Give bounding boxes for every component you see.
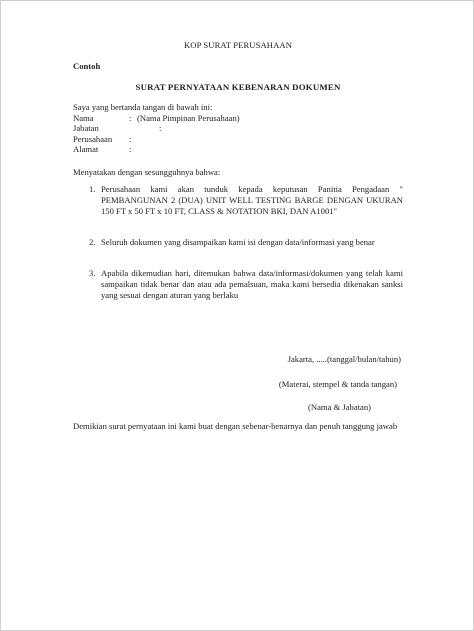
field-separator: :	[129, 144, 132, 154]
declaration-text: Menyatakan dengan sesungguhnya bahwa:	[73, 167, 221, 177]
item-number: 2.	[89, 237, 96, 247]
item-number: 1.	[89, 184, 96, 194]
field-label-perusahaan: Perusahaan	[73, 134, 113, 144]
closing-statement: Demikian surat pernyataan ini kami buat dengan sebenar-benarnya dan penuh tanggung jawab	[73, 421, 398, 431]
field-label-alamat: Alamat	[73, 144, 99, 154]
example-label: Contoh	[73, 61, 101, 71]
letterhead: KOP SURAT PERUSAHAAN	[183, 40, 292, 50]
field-label-nama: Nama	[73, 113, 94, 123]
place-date: Jakarta, .....(tanggal/bulan/tahun)	[287, 354, 401, 364]
field-value-nama: (Nama Pimpinan Perusahaan)	[137, 113, 240, 123]
intro-text: Saya yang bertanda tangan di bawah ini:	[73, 102, 213, 112]
list-item: Seluruh dokumen yang disampaikan kami isi dengan data/informasi yang benar	[101, 237, 375, 247]
signature-name: (Nama & Jabatan)	[308, 402, 371, 412]
field-separator: :	[129, 113, 132, 123]
list-item: Perusahaan kami akan tunduk kepada keputusan Panitia Pengadaan " PEMBANGUNAN 2 (DUA) UNIT WELL TESTING BARGE DENGAN UKURAN 150 FT x 50 FT x 10 FT, CLASS & NOTATION BKI, DAN A1001"	[101, 184, 403, 216]
field-separator: :	[129, 134, 132, 144]
field-separator: :	[159, 123, 162, 133]
field-label-jabatan: Jabatan	[73, 123, 99, 133]
document-title: SURAT PERNYATAAN KEBENARAN DOKUMEN	[135, 82, 341, 92]
item-number: 3.	[89, 268, 96, 278]
signature-stamp: (Materai, stempel & tanda tangan)	[278, 379, 397, 389]
list-item: Apabila dikemudian hari, ditemukan bahwa data/informasi/dokumen yang telah kami sampaikan tidak benar dan atau ada pemalsuan, maka kami bersedia dikenakan sanksi yang sesuai dengan aturan yang berlaku	[101, 268, 403, 300]
